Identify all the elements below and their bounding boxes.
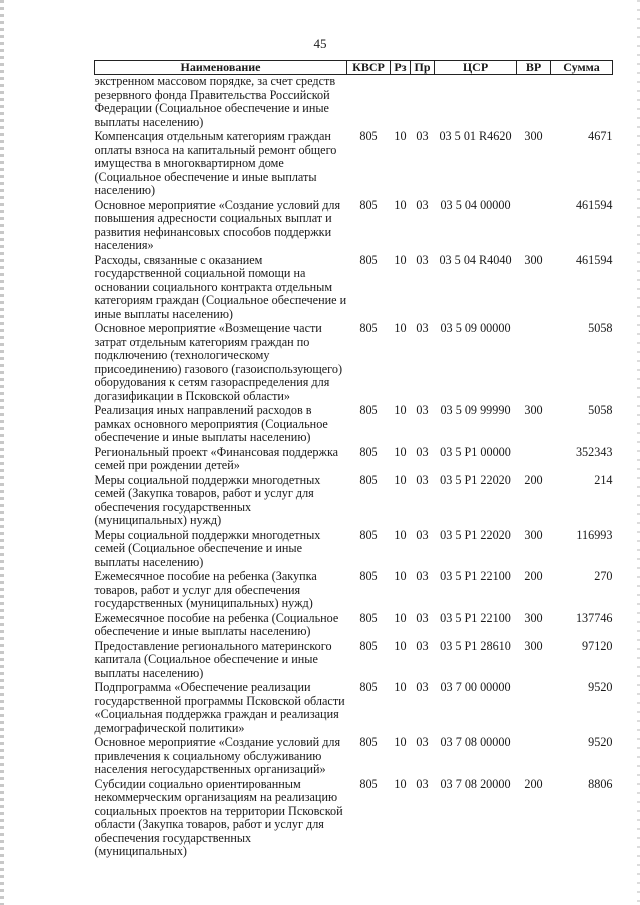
cell-kvsr: 805 <box>359 735 378 749</box>
table-row <box>95 130 613 199</box>
cell-rz: 10 <box>394 444 407 459</box>
cell-csr: 03 5 P1 28610 <box>440 638 511 653</box>
column-header-csr: ЦСР <box>435 61 517 75</box>
cell-kvsr: 805 <box>359 403 378 417</box>
cell-pr: 03 <box>416 735 429 749</box>
column-header-name: Наименование <box>95 61 347 75</box>
cell-csr: 03 5 01 R4620 <box>439 129 512 143</box>
cell-sum: 461594 <box>575 252 613 267</box>
table-row <box>95 778 613 860</box>
table-row <box>95 529 613 571</box>
cell-vr: 200 <box>524 776 543 791</box>
cell-kvsr <box>347 75 391 131</box>
cell-name: Меры социальной поддержки многодетных семей (Социальное обеспечение и иные выплаты населению) <box>94 527 321 569</box>
cell-kvsr: 805 <box>359 527 378 542</box>
cell-name: Расходы, связанные с оказанием государственной социальной помощи на основании социального контракта отдельным категориям граждан (Социальное обеспечение и иные выплаты населению) <box>94 252 347 321</box>
cell-csr: 03 5 P1 22020 <box>440 472 511 487</box>
cell-kvsr: 805 <box>359 569 378 583</box>
cell-vr: 300 <box>524 638 543 653</box>
cell-rz: 10 <box>394 735 407 749</box>
cell-rz <box>391 75 411 131</box>
cell-pr: 03 <box>416 252 429 267</box>
cell-rz: 10 <box>394 638 407 653</box>
cell-kvsr: 805 <box>359 129 378 143</box>
table-row <box>95 570 613 612</box>
scan-edge-left <box>0 0 4 905</box>
cell-pr: 03 <box>416 403 429 417</box>
cell-name: Региональный проект «Финансовая поддержка семей при рождении детей» <box>94 444 339 472</box>
cell-vr: 300 <box>524 129 543 143</box>
cell-vr <box>517 199 551 254</box>
cell-name: Компенсация отдельным категориям граждан оплаты взноса на капитальный ремонт общего имущества в многоквартирном доме (Социальное обеспечение и иные выплаты населению) <box>94 129 337 197</box>
table-header-row <box>95 61 613 75</box>
cell-pr: 03 <box>416 776 429 791</box>
cell-csr: 03 5 P1 00000 <box>440 444 511 459</box>
cell-pr: 03 <box>416 129 429 143</box>
cell-csr: 03 7 00 00000 <box>440 680 511 694</box>
cell-kvsr: 805 <box>359 444 378 459</box>
cell-kvsr: 805 <box>359 252 378 267</box>
cell-pr: 03 <box>416 472 429 487</box>
column-header-pr: Пр <box>411 61 435 75</box>
cell-vr: 200 <box>524 569 543 583</box>
cell-vr: 300 <box>524 610 543 625</box>
cell-kvsr: 805 <box>359 610 378 625</box>
column-header-vr: ВР <box>517 61 551 75</box>
cell-vr: 200 <box>524 472 543 487</box>
cell-pr: 03 <box>416 197 429 212</box>
cell-name: экстренном массовом порядке, за счет средств резервного фонда Правительства Российской Федерации (Социальное обеспечение и иные выплаты населению) <box>94 74 336 129</box>
cell-kvsr: 805 <box>359 680 378 694</box>
table-row <box>95 446 613 474</box>
cell-pr <box>411 75 435 131</box>
cell-rz: 10 <box>394 776 407 791</box>
cell-sum: 9520 <box>588 735 613 749</box>
cell-name: Субсидии социально ориентированным некоммерческим организациям на реализацию социальных проектов на территории Псковской области (Закупка товаров, работ и услуг для обеспечения государственных (муниципальных) <box>94 776 343 858</box>
column-header-rz: Рз <box>391 61 411 75</box>
cell-rz: 10 <box>394 403 407 417</box>
table-row <box>95 199 613 254</box>
cell-sum: 9520 <box>588 680 613 694</box>
cell-name: Ежемесячное пособие на ребенка (Закупка товаров, работ и услуг для обеспечения государственных (муниципальных) нужд) <box>94 569 317 610</box>
cell-name: Основное мероприятие «Возмещение части затрат отдельным категориям граждан по подключению (технологическому присоединению) газового (газоиспользующего) оборудования к сетям газораспределения для догазификации в Псковской области» <box>94 321 343 403</box>
cell-csr: 03 5 P1 22100 <box>440 610 511 625</box>
cell-name: Основное мероприятие «Создание условий для привлечения к социальному обслуживанию населения негосударственных организаций» <box>94 735 341 776</box>
cell-vr <box>517 736 551 778</box>
cell-name: Основное мероприятие «Создание условий для повышения адресности социальных выплат и развития нефинансовых способов поддержки населения» <box>94 197 341 252</box>
cell-sum: 270 <box>594 569 613 583</box>
cell-kvsr: 805 <box>359 321 378 335</box>
cell-rz: 10 <box>394 252 407 267</box>
column-header-sum: Сумма <box>551 61 613 75</box>
cell-vr <box>517 322 551 404</box>
cell-csr: 03 7 08 20000 <box>440 776 511 791</box>
cell-name: Предоставление регионального материнского капитала (Социальное обеспечение и иные выплаты населению) <box>94 638 332 680</box>
budget-table <box>94 60 613 860</box>
cell-csr: 03 5 04 R4040 <box>439 252 512 267</box>
cell-sum: 352343 <box>575 444 613 459</box>
cell-kvsr: 805 <box>359 638 378 653</box>
cell-pr: 03 <box>416 680 429 694</box>
cell-pr: 03 <box>416 527 429 542</box>
cell-vr <box>517 75 551 131</box>
cell-rz: 10 <box>394 527 407 542</box>
cell-kvsr: 805 <box>359 197 378 212</box>
cell-rz: 10 <box>394 129 407 143</box>
cell-sum: 5058 <box>588 321 613 335</box>
cell-csr: 03 5 P1 22020 <box>440 527 511 542</box>
cell-kvsr: 805 <box>359 776 378 791</box>
cell-pr: 03 <box>416 610 429 625</box>
cell-sum: 461594 <box>575 197 613 212</box>
cell-pr: 03 <box>416 569 429 583</box>
table-row <box>95 322 613 404</box>
cell-csr: 03 7 08 00000 <box>440 735 511 749</box>
cell-csr: 03 5 P1 22100 <box>440 569 511 583</box>
cell-vr <box>517 681 551 736</box>
cell-sum: 137746 <box>575 610 613 625</box>
cell-rz: 10 <box>394 472 407 487</box>
cell-pr: 03 <box>416 444 429 459</box>
cell-csr <box>435 75 517 131</box>
cell-vr <box>517 446 551 474</box>
cell-sum: 4671 <box>588 129 613 143</box>
cell-sum: 8806 <box>588 776 613 791</box>
table-body <box>95 75 613 860</box>
cell-name: Подпрограмма «Обеспечение реализации государственной программы Псковской области «Социальная поддержка граждан и реализация демографической политики» <box>94 680 345 735</box>
cell-pr: 03 <box>416 321 429 335</box>
cell-sum <box>551 75 613 131</box>
table-row <box>95 404 613 446</box>
cell-kvsr: 805 <box>359 472 378 487</box>
cell-rz: 10 <box>394 610 407 625</box>
cell-vr: 300 <box>524 527 543 542</box>
cell-sum: 97120 <box>582 638 613 653</box>
cell-csr: 03 5 09 00000 <box>440 321 511 335</box>
cell-pr: 03 <box>416 638 429 653</box>
cell-sum: 214 <box>594 472 613 487</box>
page-number: 45 <box>313 36 327 51</box>
cell-rz: 10 <box>394 680 407 694</box>
table-row <box>95 681 613 736</box>
cell-csr: 03 5 04 00000 <box>440 197 511 212</box>
cell-rz: 10 <box>394 197 407 212</box>
cell-vr: 300 <box>524 403 543 417</box>
cell-name: Меры социальной поддержки многодетных семей (Закупка товаров, работ и услуг для обеспечения государственных (муниципальных) нужд) <box>94 472 321 527</box>
column-header-kvsr: КВСР <box>347 61 391 75</box>
cell-vr: 300 <box>524 252 543 267</box>
table-row <box>95 612 613 640</box>
table-row <box>95 640 613 682</box>
cell-csr: 03 5 09 99990 <box>440 403 511 417</box>
cell-name: Реализация иных направлений расходов в рамках основного мероприятия (Социальное обеспечение и иные выплаты населению) <box>94 403 328 444</box>
table-row <box>95 736 613 778</box>
cell-rz: 10 <box>394 569 407 583</box>
cell-name: Ежемесячное пособие на ребенка (Социальное обеспечение и иные выплаты населению) <box>94 610 339 638</box>
cell-rz: 10 <box>394 321 407 335</box>
cell-sum: 5058 <box>588 403 613 417</box>
cell-sum: 116993 <box>576 527 613 542</box>
table-row <box>95 75 613 131</box>
table-row <box>95 474 613 529</box>
table-row <box>95 254 613 323</box>
